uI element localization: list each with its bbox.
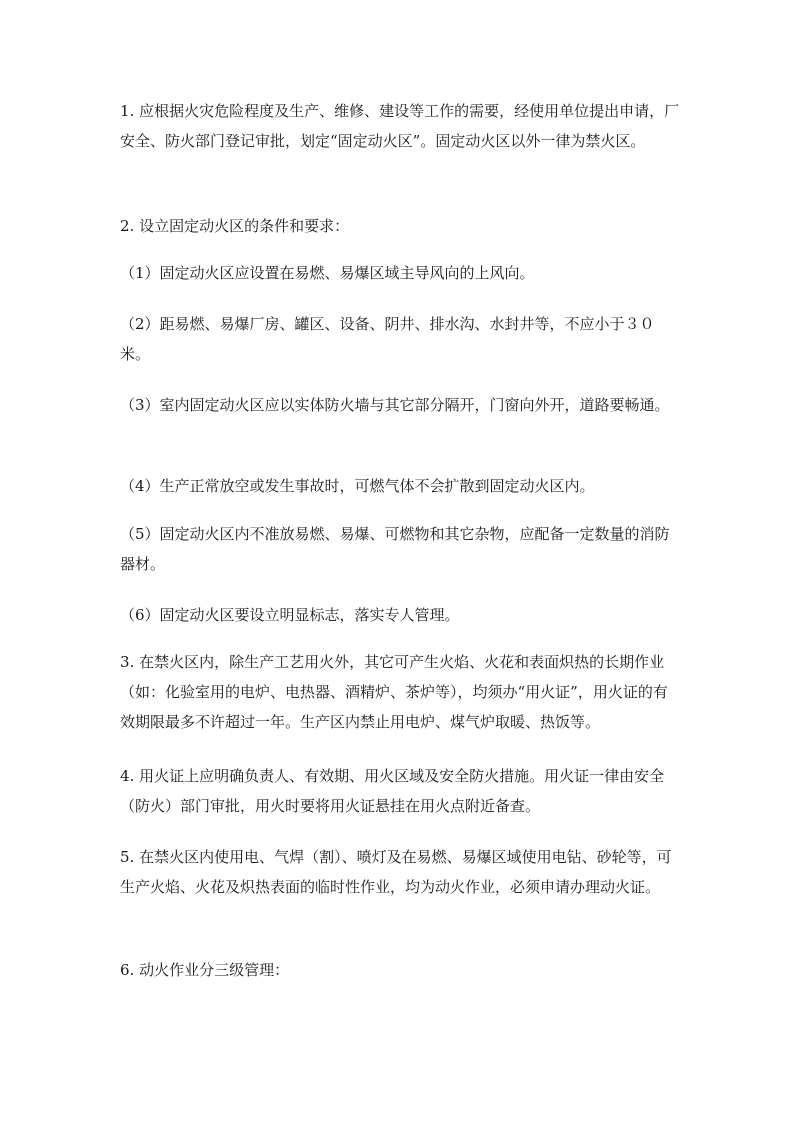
paragraph-3: 3. 在禁火区内，除生产工艺用火外，其它可产生火焰、火花和表面炽热的长期作业（如：化验室用的电炉、电热器、酒精炉、茶炉等），均须办“用火证”，用火证的有效期限最多不许超过一年。生产区内禁止用电炉、煤气炉取暖、热饭等。 — [120, 653, 668, 731]
paragraph-2-4: （4）生产正常放空或发生事故时，可燃气体不会扩散到固定动火区内。 — [120, 477, 595, 495]
paragraph-4: 4. 用火证上应明确负责人、有效期、用火区域及安全防火措施。用火证一律由安全（防火）部门审批，用火时要将用火证悬挂在用火点附近备查。 — [120, 767, 665, 815]
paragraph-2-3: （3）室内固定动火区应以实体防火墙与其它部分隔开，门窗向外开，道路要畅通。 — [120, 396, 670, 414]
paragraph-1: 1. 应根据火灾危险程度及生产、维修、建设等工作的需要，经使用单位提出申请，厂安全、防火部门登记审批，划定“固定动火区”。固定动火区以外一律为禁火区。 — [120, 102, 680, 150]
paragraph-2-6: （6）固定动火区要设立明显标志，落实专人管理。 — [120, 606, 460, 624]
paragraph-6: 6. 动火作业分三级管理： — [120, 961, 290, 979]
paragraph-5: 5. 在禁火区内使用电、气焊（割）、喷灯及在易燃、易爆区域使用电钻、砂轮等，可生产火焰、火花及炽热表面的临时性作业，均为动火作业，必须申请办理动火证。 — [120, 848, 672, 896]
paragraph-2-5: （5）固定动火区内不准放易燃、易爆、可燃物和其它杂物，应配备一定数量的消防器材。 — [120, 525, 670, 573]
paragraph-2-1: （1）固定动火区应设置在易燃、易爆区域主导风向的上风向。 — [120, 264, 535, 282]
paragraph-2: 2. 设立固定动火区的条件和要求： — [120, 217, 350, 235]
paragraph-2-2: （2）距易燃、易爆厂房、罐区、设备、阴井、排水沟、水封井等，不应小于３０米。 — [120, 315, 655, 363]
